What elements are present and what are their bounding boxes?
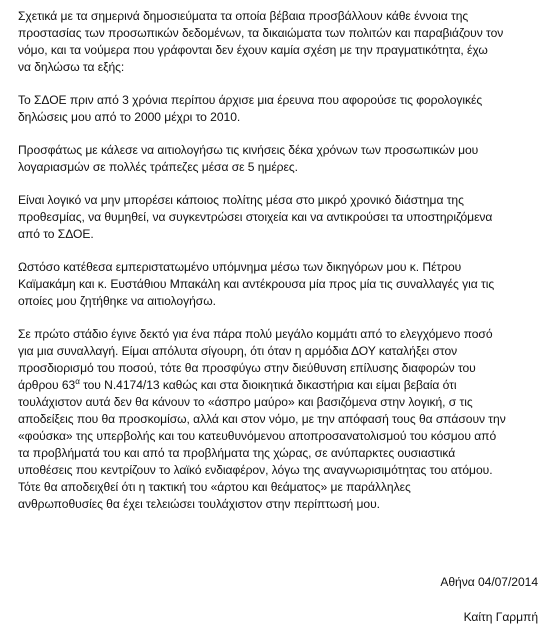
text-line: ανθρωποθυσίες θα έχει τελειώσει τουλάχιστον στην περίπτωσή μου. (18, 497, 380, 511)
text-line: Το ΣΔΟΕ πριν από 3 χρόνια περίπου άρχισε μια έρευνα που αφορούσε τις φορολογικές (18, 93, 483, 107)
text-line: Σχετικά με τα σημερινά δημοσιεύματα τα οποία βέβαια προσβάλλουν κάθε έννοια της (18, 9, 469, 23)
text-line: υποθέσεις που κεντρίζουν το λαϊκό ενδιαφέρον, λόγω της αναγνωρισιμότητας του ατόμου. (18, 463, 493, 477)
paragraph-sdoe-investigation (18, 92, 542, 126)
text-line: λογαριασμών σε πολλές τράπεζες μέσα σε 5 ημέρες. (18, 160, 298, 174)
text-line: τουλάχιστον αυτά δεν θα κάνουν το «άσπρο μαύρο» και βασιζόμενα στην λογική, σ τις (18, 395, 473, 409)
text-line: οποίες μου ζητήθηκε να αιτιολογήσω. (18, 294, 216, 308)
paragraph-deadline (18, 192, 542, 243)
text-line: Σε πρώτο στάδιο έγινε δεκτό για ένα πάρα πολύ μεγάλο κομμάτι από το ελεγχόμενο ποσό (18, 327, 493, 341)
paragraph-intro (18, 8, 542, 76)
text-line: Ωστόσο κατέθεσα εμπεριστατωμένο υπόμνημα μέσω των δικηγόρων μου κ. Πέτρου (18, 260, 462, 274)
text-line: να δηλώσω τα εξής: (18, 60, 125, 74)
paragraph-summons (18, 142, 542, 176)
text-line: νόμο, και τα νούμερα που γράφονται δεν έχουν καμία σχέση με την πραγματικότητα, έχω (18, 43, 488, 57)
text-line-article (18, 377, 542, 394)
paragraph-appeal (18, 326, 542, 513)
letter-date: Αθήνα 04/07/2014 (440, 575, 538, 589)
text-line: από το ΣΔΟΕ. (18, 227, 94, 241)
text-line: Προσφάτως με κάλεσε να αιτιολογήσω τις κινήσεις δέκα χρόνων των προσωπικών μου (18, 143, 479, 157)
text-line: προσδιορισμό του ποσού, τότε θα προσφύγω στην διεύθυνση επίλυσης διαφορών του (18, 361, 476, 375)
article-prefix: άρθρου 63 (18, 378, 76, 392)
text-line: Είναι λογικό να μην μπορέσει κάποιος πολίτης μέσα στο μικρό χρονικό διάστημα της (18, 193, 464, 207)
text-line: για μια συναλλαγή. Είμαι απόλυτα σίγουρη, ότι όταν η αρμόδια ΔΟΥ καταλήξει στον (18, 344, 458, 358)
letter-body (18, 8, 542, 624)
text-line: Καϊμακάμη και κ. Ευστάθιου Μπακάλη και αντέκρουσα μία προς μία τις συναλλαγές για τις (18, 277, 495, 291)
article-rest: του Ν.4174/13 καθώς και στα διοικητικά δικαστήρια και είμαι βεβαία ότι (79, 378, 457, 392)
text-line: τα προβλήματά του και από τα προβλήματα της χώρας, σε ανύπαρκτες ουσιαστικά (18, 446, 456, 460)
text-line: δηλώσεις μου από το 2000 μέχρι το 2010. (18, 110, 241, 124)
letter-signature: Καίτη Γαρμπή (463, 610, 538, 624)
text-line: προθεσμίας, να θυμηθεί, να συγκεντρώσει στοιχεία και να αντικρούσει τα υποστηριζόμενα (18, 210, 493, 224)
article-superscript: α (75, 376, 80, 386)
text-line: Τότε θα αποδειχθεί ότι η τακτική του «άρτου και θεάματος» με παράλληλες (18, 480, 411, 494)
paragraph-memorandum (18, 259, 542, 310)
text-line: αποδείξεις που θα προσκομίσω, αλλά και στον νόμο, με την απόφασή τους θα σπάσουν την (18, 412, 506, 426)
text-line: προστασίας των προσωπικών δεδομένων, τα δικαιώματα των πολιτών και παραβιάζουν τον (18, 26, 504, 40)
text-line: «φούσκα» της υπερβολής και του κατευθυνόμενου αποπροσανατολισμού του κόσμου από (18, 429, 497, 443)
